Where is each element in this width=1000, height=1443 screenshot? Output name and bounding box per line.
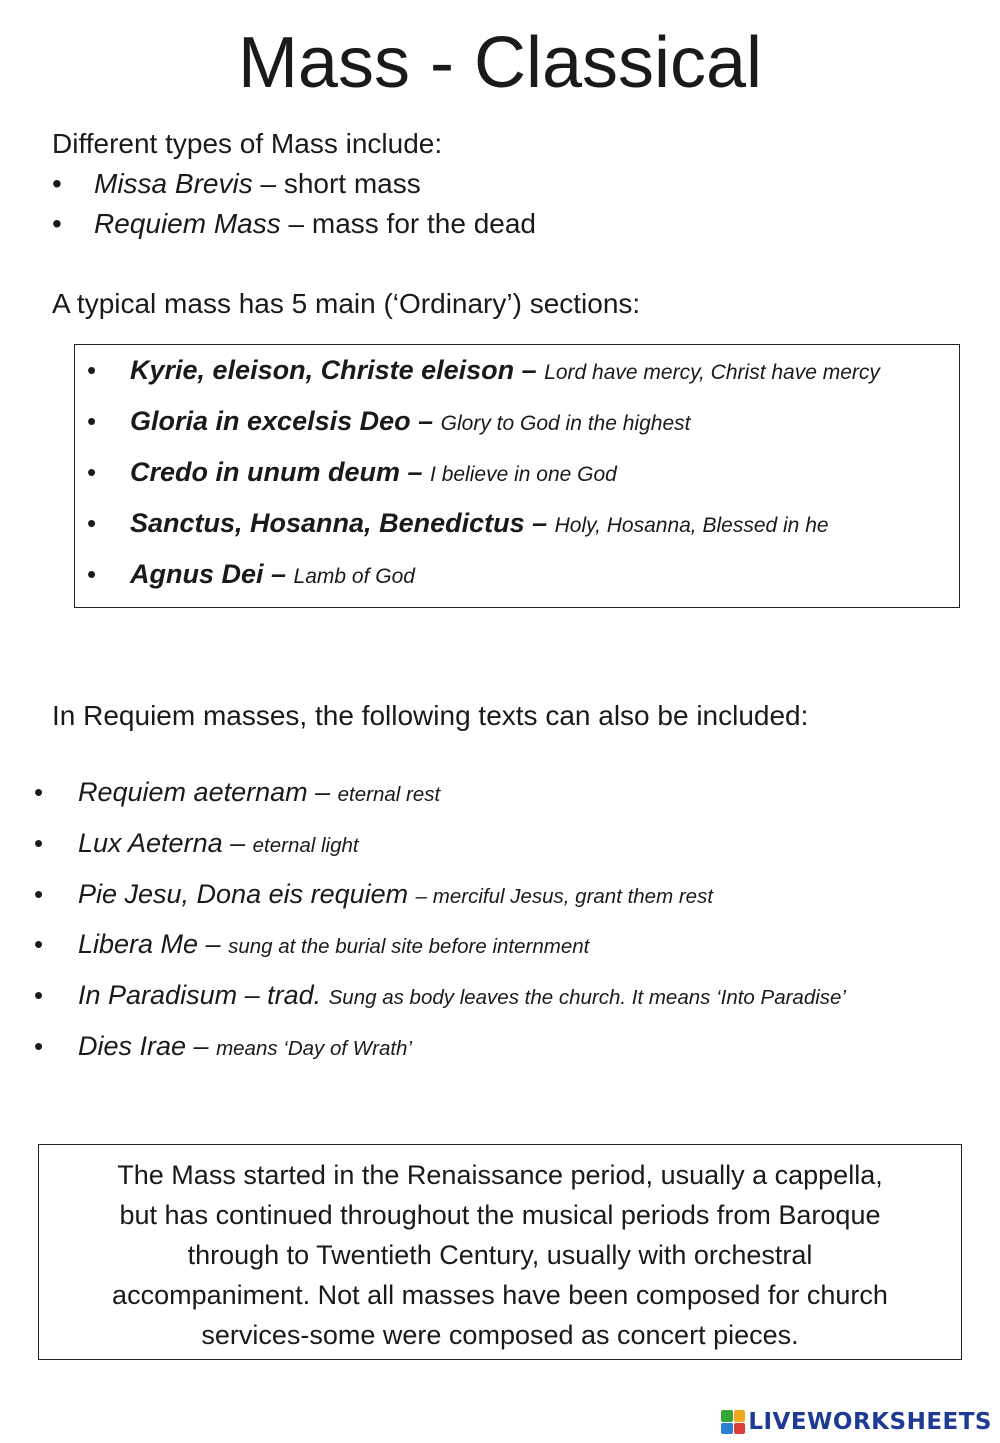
section-translation: Glory to God in the highest — [440, 412, 691, 435]
list-item — [87, 502, 880, 553]
logo-mark-cell — [721, 1423, 733, 1435]
mass-type-name: Missa Brevis — [94, 168, 253, 199]
mass-type-description: – mass for the dead — [280, 208, 536, 239]
bullet-icon: • — [34, 827, 44, 858]
list-item — [34, 1026, 846, 1077]
requiem-latin: Dies Irae – — [78, 1030, 217, 1061]
history-note-line: The Mass started in the Renaissance period, usually a cappella, — [117, 1160, 883, 1190]
bullet-icon: • — [87, 508, 97, 538]
requiem-latin: In Paradisum – trad. — [78, 980, 329, 1011]
liveworksheets-logo — [721, 1407, 992, 1437]
ordinary-sections-list — [87, 349, 880, 604]
logo-mark-cell — [734, 1423, 746, 1435]
bullet-icon: • — [34, 1030, 44, 1061]
section-latin: Sanctus, Hosanna, Benedictus – — [130, 508, 555, 538]
history-note-box — [38, 1144, 962, 1360]
history-note-line: services-some were composed as concert pieces. — [201, 1320, 799, 1350]
mass-types-intro: Different types of Mass include: — [52, 128, 443, 159]
requiem-texts-list — [34, 772, 846, 1077]
section-latin: Agnus Dei – — [130, 559, 294, 589]
requiem-translation: – merciful Jesus, grant them rest — [415, 884, 714, 908]
bullet-icon: • — [87, 406, 97, 436]
section-translation: I believe in one God — [430, 463, 617, 486]
list-item — [87, 400, 880, 451]
history-note-line: through to Twentieth Century, usually with orchestral — [187, 1240, 813, 1270]
history-note-line: accompaniment. Not all masses have been composed for church — [112, 1280, 888, 1310]
bullet-icon: • — [52, 208, 62, 239]
requiem-latin: Libera Me – — [78, 929, 229, 960]
list-item — [34, 772, 846, 823]
section-translation: Lord have mercy, Christ have mercy — [544, 361, 880, 384]
list-item — [34, 975, 846, 1026]
requiem-translation: means ‘Day of Wrath’ — [216, 1036, 413, 1060]
history-note-line: but has continued throughout the musical periods from Baroque — [119, 1200, 881, 1230]
list-item — [52, 204, 536, 244]
requiem-translation: Sung as body leaves the church. It means ‘Into Paradise’ — [328, 986, 846, 1010]
section-latin: Kyrie, eleison, Christe eleison – — [130, 355, 545, 385]
section-latin: Credo in unum deum – — [130, 457, 431, 487]
list-item — [34, 874, 846, 925]
bullet-icon: • — [34, 878, 44, 909]
ordinary-sections-intro: A typical mass has 5 main (‘Ordinary’) sections: — [52, 288, 641, 319]
section-translation: Holy, Hosanna, Blessed in he — [554, 514, 829, 537]
bullet-icon: • — [34, 980, 44, 1011]
requiem-translation: sung at the burial site before internment — [228, 935, 590, 959]
list-item — [52, 164, 536, 204]
list-item — [87, 553, 880, 604]
requiem-latin: Requiem aeternam – — [78, 777, 338, 807]
list-item — [34, 924, 846, 975]
requiem-latin: Lux Aeterna – — [78, 827, 253, 858]
mass-type-name: Requiem Mass — [94, 208, 281, 239]
mass-type-description: – short mass — [252, 168, 421, 199]
bullet-icon: • — [87, 355, 97, 385]
bullet-icon: • — [34, 929, 44, 960]
section-latin: Gloria in excelsis Deo – — [130, 406, 441, 436]
list-item — [87, 451, 880, 502]
requiem-texts-intro: In Requiem masses, the following texts can also be included: — [52, 700, 809, 731]
bullet-icon: • — [52, 168, 62, 199]
bullet-icon: • — [34, 777, 44, 807]
list-item — [87, 349, 880, 400]
page-title: Mass - Classical — [237, 23, 763, 103]
logo-mark-cell — [734, 1410, 746, 1422]
mass-types-list — [52, 164, 536, 244]
requiem-latin: Pie Jesu, Dona eis requiem — [78, 878, 416, 909]
list-item — [34, 823, 846, 874]
requiem-translation: eternal rest — [337, 783, 441, 806]
liveworksheets-logo-icon — [721, 1410, 745, 1434]
bullet-icon: • — [87, 457, 97, 487]
logo-mark-cell — [721, 1410, 733, 1422]
bullet-icon: • — [87, 559, 97, 589]
requiem-translation: eternal light — [252, 833, 359, 857]
section-translation: Lamb of God — [293, 565, 415, 588]
ordinary-sections-box — [74, 344, 960, 608]
liveworksheets-logo-text: LIVEWORKSHEETS — [748, 1409, 992, 1435]
